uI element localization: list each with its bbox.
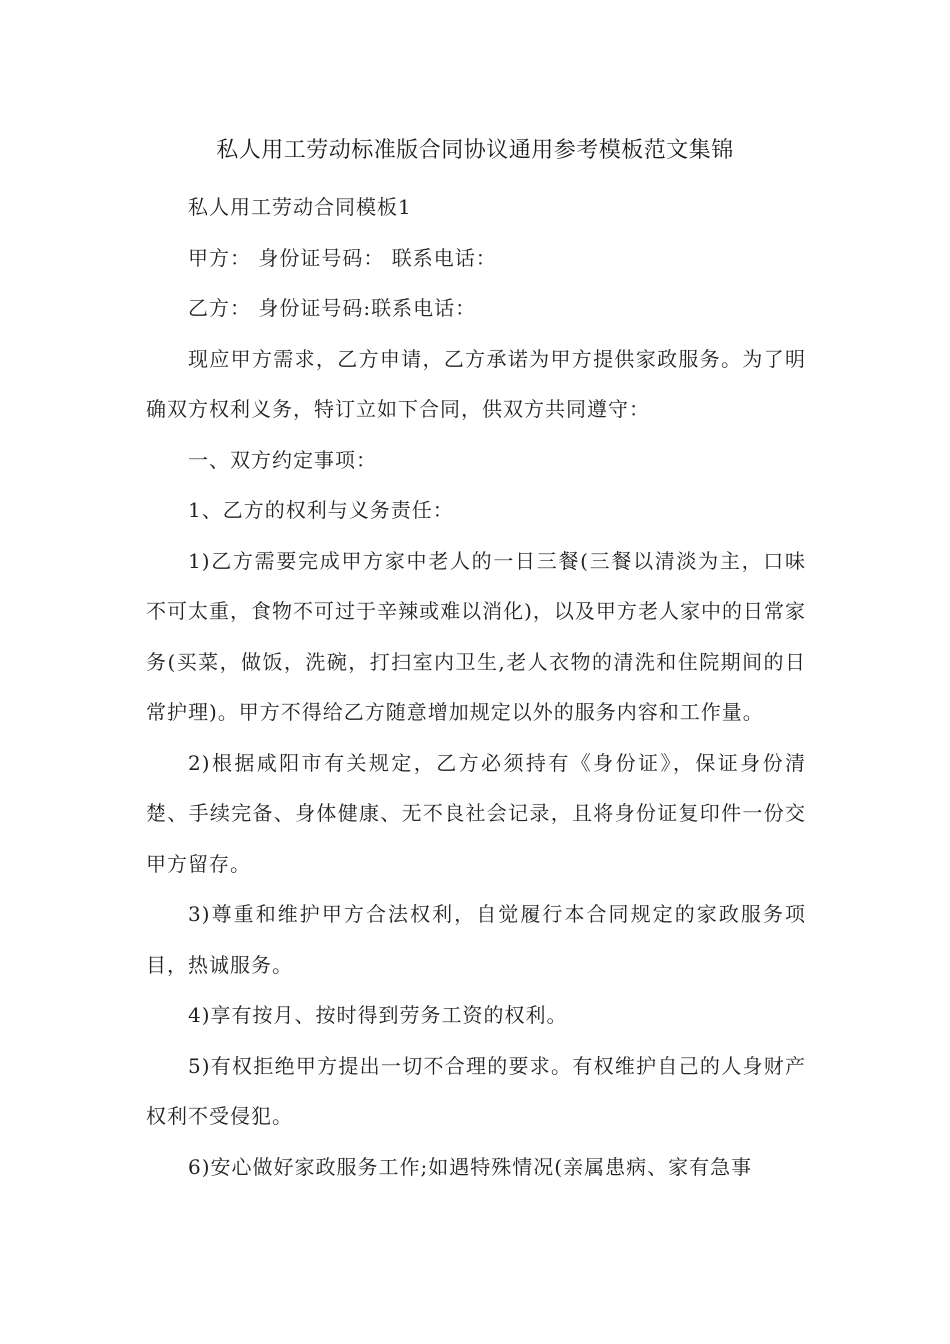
document-title: 私人用工劳动标准版合同协议通用参考模板范文集锦	[216, 138, 734, 163]
paragraph-party-a: 甲方： 身份证号码： 联系电话：	[188, 245, 497, 270]
paragraph-item-5: 5)有权拒绝甲方提出一切不合理的要求。有权维护自己的人身财产权利不受侵犯。	[146, 1053, 806, 1128]
paragraph-contract-heading: 私人用工劳动合同模板1	[188, 195, 412, 219]
paragraph-item-6: 6)安心做好家政服务工作;如遇特殊情况(亲属患病、家有急事	[188, 1154, 753, 1179]
paragraph-section-1: 一、双方约定事项：	[188, 447, 377, 472]
document-body	[146, 182, 806, 1192]
paragraph-clause-1: 1、乙方的权利与义务责任：	[188, 498, 454, 522]
paragraph-item-4: 4)享有按月、按时得到劳务工资的权利。	[188, 1003, 568, 1027]
paragraph-item-1: 1)乙方需要完成甲方家中老人的一日三餐(三餐以清淡为主，口味不可太重，食物不可过于辛辣或难以消化)，以及甲方老人家中的日常家务(买菜，做饭，洗碗，打扫室内卫生,老人衣物的清洗和住院期间的日常护理)。甲方不得给乙方随意增加规定以外的服务内容和工作量。	[146, 548, 806, 724]
paragraph-preamble: 现应甲方需求，乙方申请，乙方承诺为甲方提供家政服务。为了明确双方权利义务，特订立如下合同，供双方共同遵守：	[146, 346, 806, 421]
paragraph-item-2: 2)根据咸阳市有关规定，乙方必须持有《身份证》，保证身份清楚、手续完备、身体健康、无不良社会记录，且将身份证复印件一份交甲方留存。	[146, 750, 806, 876]
paragraph-item-3: 3)尊重和维护甲方合法权利，自觉履行本合同规定的家政服务项目，热诚服务。	[146, 902, 806, 977]
paragraph-party-b: 乙方： 身份证号码:联系电话：	[188, 296, 477, 320]
